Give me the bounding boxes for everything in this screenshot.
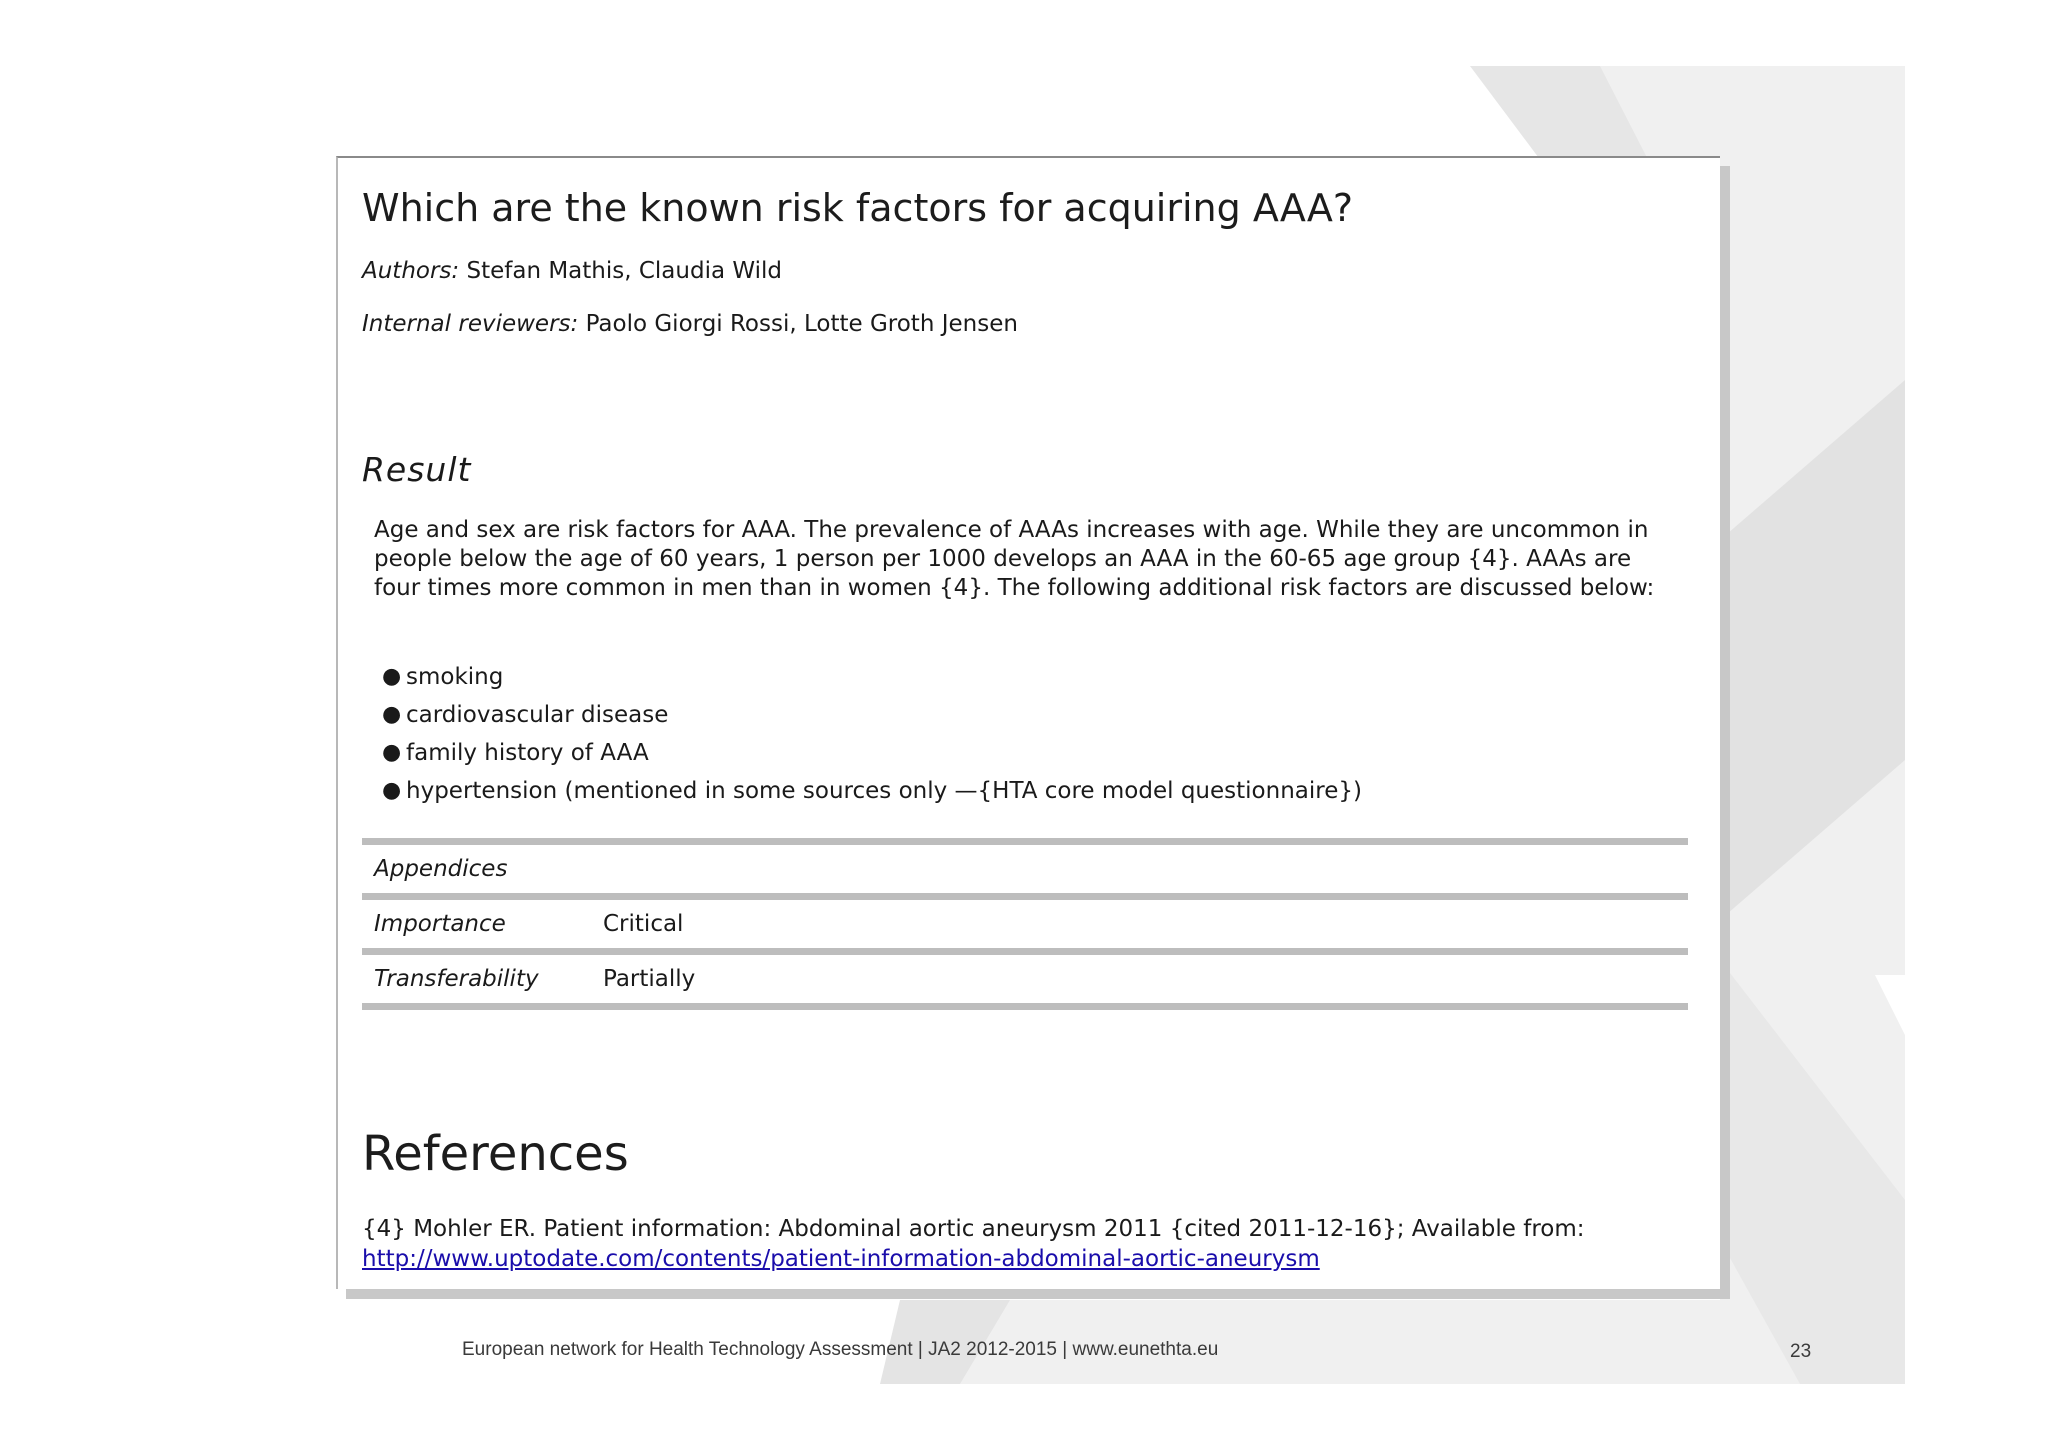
bullet-icon: ● — [382, 664, 402, 689]
risk-factor-text: family history of AAA — [406, 740, 649, 766]
risk-factor-text: cardiovascular disease — [406, 702, 669, 728]
card-content — [362, 158, 1692, 1289]
content-card — [336, 156, 1720, 1289]
footer-text: European network for Health Technology Assessment | JA2 2012-2015 | www.eunethta.eu — [462, 1339, 1219, 1360]
result-heading: Result — [362, 450, 472, 489]
references-heading: References — [362, 1126, 629, 1182]
authors-value: Stefan Mathis, Claudia Wild — [459, 258, 782, 284]
list-item — [374, 772, 1362, 810]
question-title: Which are the known risk factors for acquiring AAA? — [362, 186, 1354, 230]
reviewers-label: Internal reviewers: — [362, 311, 579, 337]
bullet-icon: ● — [382, 778, 402, 803]
reference-entry — [362, 1214, 1692, 1274]
properties-table — [362, 838, 1688, 1010]
risk-factor-list — [374, 658, 1362, 810]
bullet-icon: ● — [382, 740, 402, 765]
transferability-label: Transferability — [374, 966, 539, 992]
authors-line — [362, 258, 782, 284]
result-paragraph: Age and sex are risk factors for AAA. The prevalence of AAAs increases with age. While they are uncommon in people below the age of 60 years, 1 person per 1000 develops an AAA in the 60-65 age group {4}. AAAs are four times more common in men than in women {4}. The following additional risk factors are discussed below: — [374, 517, 1655, 601]
list-item — [374, 734, 1362, 772]
table-row — [362, 897, 1688, 952]
risk-factor-text: hypertension (mentioned in some sources only —{HTA core model questionnaire}) — [406, 778, 1362, 804]
reviewers-line — [362, 311, 1018, 337]
importance-value: Critical — [603, 911, 684, 937]
list-item — [374, 696, 1362, 734]
reference-link[interactable]: http://www.uptodate.com/contents/patient-information-abdominal-aortic-aneurysm — [362, 1246, 1320, 1272]
reviewers-value: Paolo Giorgi Rossi, Lotte Groth Jensen — [578, 311, 1018, 337]
authors-label: Authors: — [362, 258, 460, 284]
transferability-value: Partially — [603, 966, 696, 992]
importance-label: Importance — [374, 911, 506, 937]
table-row — [362, 952, 1688, 1007]
list-item — [374, 658, 1362, 696]
bullet-icon: ● — [382, 702, 402, 727]
risk-factor-text: smoking — [406, 664, 504, 690]
table-row — [362, 842, 1688, 897]
appendices-label: Appendices — [374, 856, 508, 882]
page-number: 23 — [1790, 1341, 1812, 1362]
reference-citation: {4} Mohler ER. Patient information: Abdominal aortic aneurysm 2011 {cited 2011-12-16}; Available from: — [362, 1216, 1585, 1242]
